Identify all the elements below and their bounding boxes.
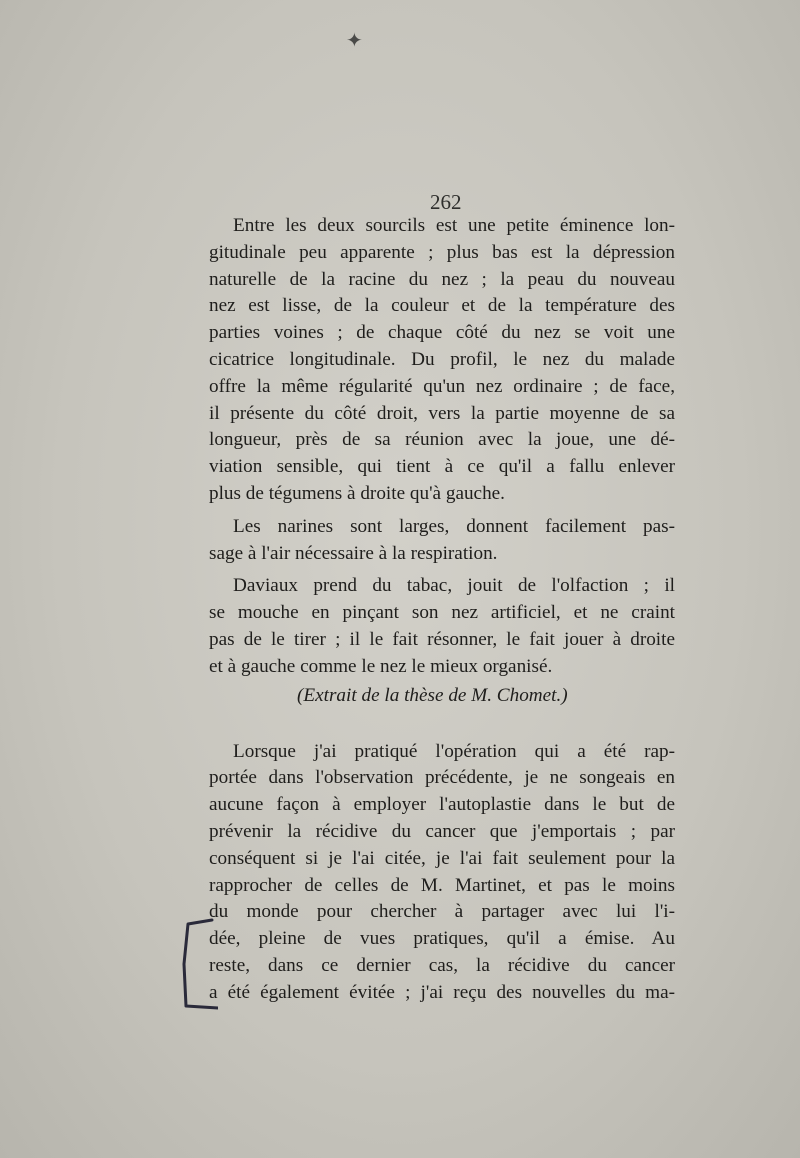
text-line: prévenir la récidive du cancer que j'emportais ; par <box>209 820 675 842</box>
text-line: se mouche en pinçant son nez artificiel, et ne craint <box>209 602 675 624</box>
text-line: du monde pour chercher à partager avec lui l'i- <box>209 901 675 923</box>
text-line: Entre les deux sourcils est une petite éminence lon- <box>233 215 675 236</box>
text-line: portée dans l'observation précédente, je ne songeais en <box>209 767 675 789</box>
paragraph-1 <box>209 213 675 508</box>
text-line: offre la même régularité qu'un nez ordinaire ; de face, <box>209 375 675 397</box>
paragraph-3 <box>209 573 675 680</box>
text-line: reste, dans ce dernier cas, la récidive du cancer <box>209 954 675 976</box>
handwritten-bracket-mark <box>178 914 218 1014</box>
page-number: 262 <box>430 190 462 214</box>
paragraph-2 <box>209 514 675 568</box>
text-line: Lorsque j'ai pratiqué l'opération qui a été rap- <box>233 740 675 762</box>
text-line: dée, pleine de vues pratiques, qu'il a émise. Au <box>209 928 675 950</box>
citation: (Extrait de la thèse de M. Chomet.) <box>297 684 568 706</box>
text-line: longueur, près de sa réunion avec la joue, une dé- <box>209 429 675 451</box>
text-line: aucune façon à employer l'autoplastie dans le but de <box>209 794 675 816</box>
text-line: Daviaux prend du tabac, jouit de l'olfaction ; il <box>233 575 675 597</box>
text-line: et à gauche comme le nez le mieux organisé. <box>209 655 553 677</box>
text-line: naturelle de la racine du nez ; la peau du nouveau <box>209 268 675 290</box>
text-line: Les narines sont larges, donnent facilement pas- <box>233 515 675 537</box>
text-line: viation sensible, qui tient à ce qu'il a fallu enlever <box>209 456 675 478</box>
text-line: cicatrice longitudinale. Du profil, le nez du malade <box>209 348 675 370</box>
text-line: rapprocher de celles de M. Martinet, et pas le moins <box>209 874 675 896</box>
text-line: gitudinale peu apparente ; plus bas est la dépression <box>209 241 675 263</box>
text-line: il présente du côté droit, vers la partie moyenne de sa <box>209 402 675 424</box>
text-line: plus de tégumens à droite qu'à gauche. <box>209 482 505 504</box>
text-line: parties voines ; de chaque côté du nez se voit une <box>209 322 675 344</box>
text-line: sage à l'air nécessaire à la respiration. <box>209 542 498 564</box>
text-line: conséquent si je l'ai citée, je l'ai fait seulement pour la <box>209 847 675 869</box>
text-line: pas de le tirer ; il le fait résonner, le fait jouer à droite <box>209 628 675 650</box>
body-text <box>209 213 675 1007</box>
text-line: a été également évitée ; j'ai reçu des nouvelles du ma- <box>209 981 675 1003</box>
ink-speck: ✦ <box>346 28 363 52</box>
text-line: nez est lisse, de la couleur et de la température des <box>209 295 675 317</box>
paragraph-4 <box>209 739 675 1007</box>
